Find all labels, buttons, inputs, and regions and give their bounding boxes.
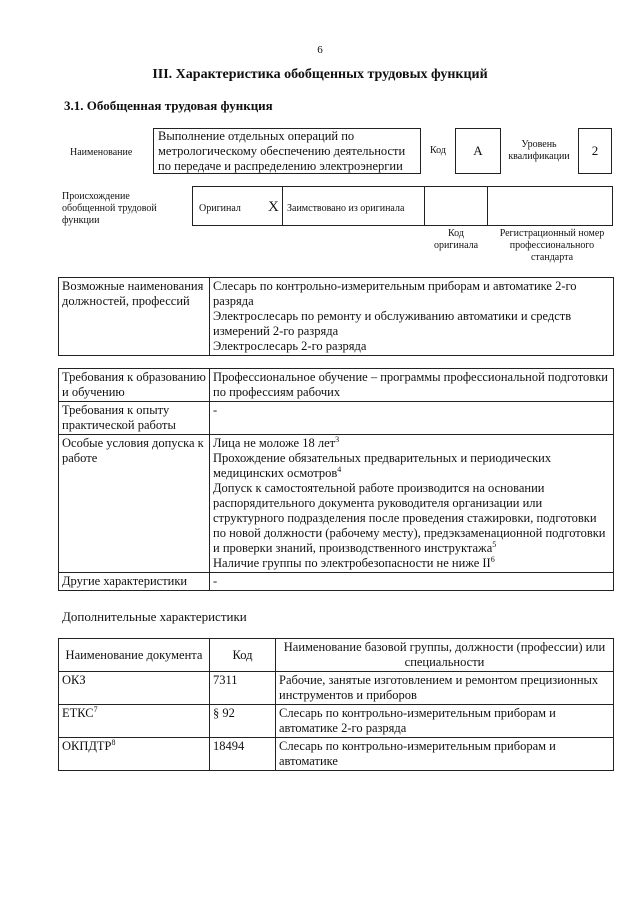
footnote-ref: 3 xyxy=(335,434,340,444)
name-cell: Слесарь по контрольно-измерительным приборам и автоматике xyxy=(276,738,614,771)
reg-number-caption: Регистрационный номер профессионального стандарта xyxy=(499,228,605,263)
positions-list xyxy=(210,278,614,356)
section-title: III. Характеристика обобщенных трудовых функций xyxy=(152,67,488,82)
borrowed-label: Заимствовано из оригинала xyxy=(287,203,405,214)
header-doc: Наименование документа xyxy=(59,639,210,672)
position-item: Электрослесарь по ремонту и обслуживанию автоматики и средств измерений 2-го разряда xyxy=(213,309,572,338)
table-row xyxy=(59,738,614,771)
footnote-ref: 7 xyxy=(93,704,98,714)
level-label: Уровень квалификации xyxy=(508,139,570,162)
original-mark: X xyxy=(268,199,279,215)
positions-label: Возможные наименования должностей, профессий xyxy=(59,278,210,356)
other-value: - xyxy=(210,573,614,591)
footnote-ref: 6 xyxy=(490,554,495,564)
header-code: Код xyxy=(210,639,276,672)
additional-table xyxy=(58,638,614,771)
name-cell: Рабочие, занятые изготовлением и ремонтом прецизионных инструментов и приборов xyxy=(276,672,614,705)
table-row xyxy=(59,672,614,705)
name-label: Наименование xyxy=(70,147,133,158)
divider xyxy=(487,186,488,226)
other-label: Другие характеристики xyxy=(59,573,210,591)
original-label: Оригинал xyxy=(199,203,241,214)
code-cell: § 92 xyxy=(210,705,276,738)
code-label: Код xyxy=(430,145,446,156)
condition-item: Наличие группы по электробезопасности не ниже $II^6$ xyxy=(213,554,495,570)
code-cell: 18494 xyxy=(210,738,276,771)
header-name: Наименование базовой группы, должности (профессии) или специальности xyxy=(276,639,614,672)
conditions-label: Особые условия допуска к работе xyxy=(59,435,210,573)
footnote-ref: 4 xyxy=(337,464,342,474)
position-item: Слесарь по контрольно-измерительным приборам и автоматике 2-го разряда xyxy=(213,279,577,308)
divider xyxy=(424,186,425,226)
function-name-box xyxy=(153,128,421,174)
code-cell: 7311 xyxy=(210,672,276,705)
name-cell: Слесарь по контрольно-измерительным приборам и автоматике 2-го разряда xyxy=(276,705,614,738)
education-label: Требования к образованию и обучению xyxy=(59,369,210,402)
requirements-table xyxy=(58,368,614,591)
function-name: Выполнение отдельных операций по метрологическому обеспечению деятельности по передаче и распределению электроэнергии xyxy=(158,129,406,173)
footnote-ref: 8 xyxy=(111,737,116,747)
condition-item: Лица не моложе 18 лет$^3$ xyxy=(213,434,340,450)
subsection-title: 3.1. Обобщенная трудовая функция xyxy=(64,98,273,113)
experience-label: Требования к опыту практической работы xyxy=(59,402,210,435)
level-value: 2 xyxy=(578,128,612,174)
positions-table xyxy=(58,277,614,356)
table-row xyxy=(59,705,614,738)
additional-title: Дополнительные характеристики xyxy=(62,609,247,624)
divider xyxy=(282,186,283,226)
condition-item: Допуск к самостоятельной работе производится на основании распорядительного документа руководителя организации или структурного подразделения после проведения стажировки, подготовки по новой должности (рабочему месту), предэкзаменационной подготовки и проверки знаний, производственного инструктажа$^5$ xyxy=(213,481,606,555)
doc-cell: ОКПДТР$^8$ xyxy=(59,738,210,771)
code-value: А xyxy=(455,128,501,174)
doc-cell: ЕТКС$^7$ xyxy=(59,705,210,738)
conditions-list xyxy=(210,435,614,573)
footnote-ref: 5 xyxy=(492,539,497,549)
condition-item: Прохождение обязательных предварительных и периодических медицинских осмотров$^4$ xyxy=(213,451,552,480)
doc-cell: ОКЗ xyxy=(59,672,210,705)
experience-value: - xyxy=(210,402,614,435)
page-number: 6 xyxy=(317,44,323,56)
code-original-caption: Код оригинала xyxy=(433,228,479,251)
education-value: Профессиональное обучение – программы профессиональной подготовки по профессиям рабочих xyxy=(210,369,614,402)
position-item: Электрослесарь 2-го разряда xyxy=(213,339,367,353)
origin-label: Происхождение обобщенной трудовой функции xyxy=(62,191,157,226)
